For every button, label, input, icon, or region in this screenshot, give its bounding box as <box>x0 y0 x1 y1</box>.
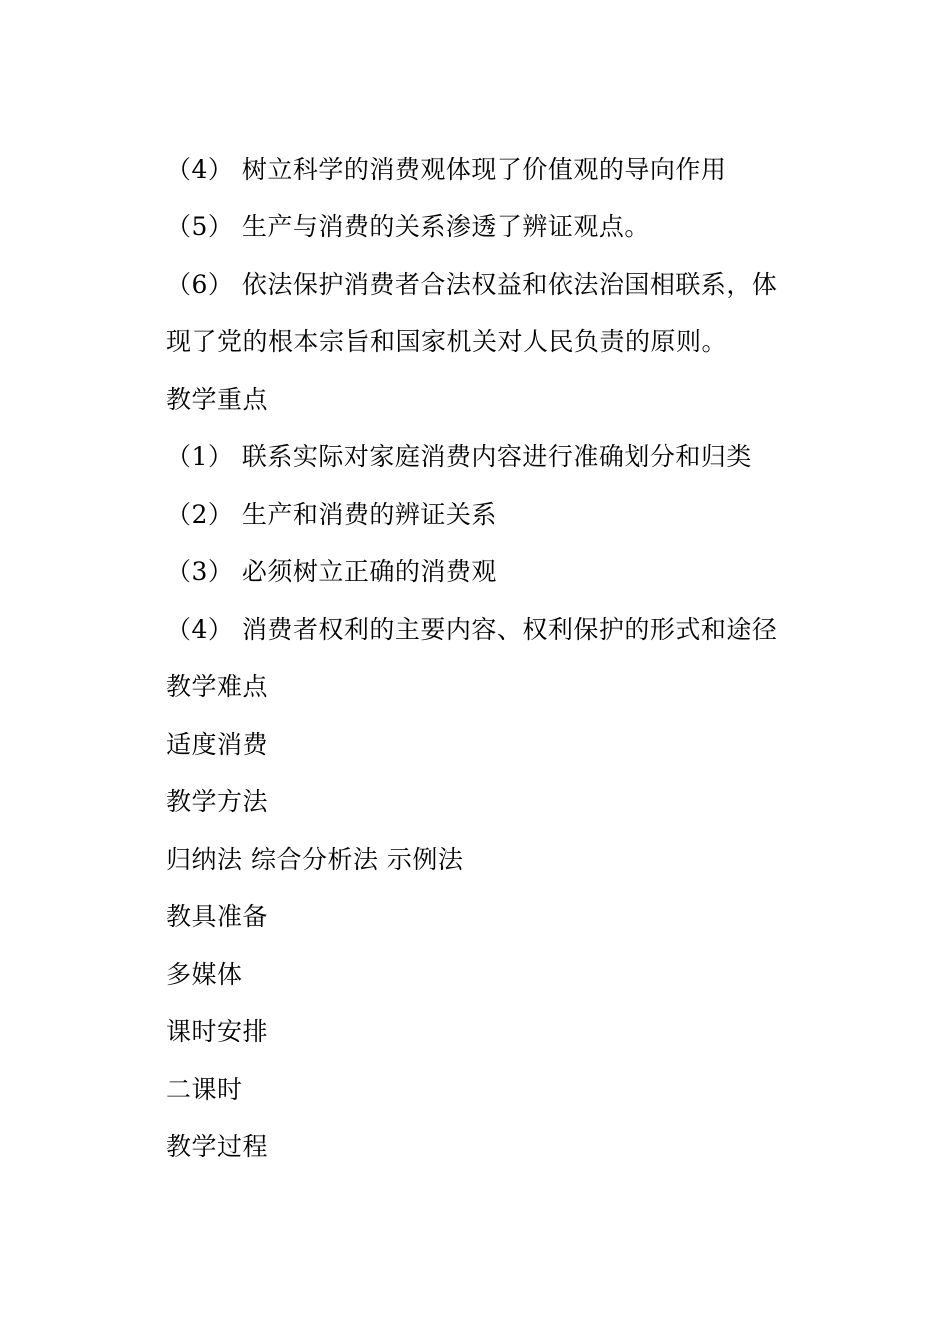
objective-item-6-continued: 现了党的根本宗旨和国家机关对人民负责的原则。 <box>166 327 728 356</box>
heading-teaching-method: 教学方法 <box>166 787 269 816</box>
focus-item-2: （2） 生产和消费的辨证关系 <box>166 500 497 529</box>
heading-teaching-process: 教学过程 <box>166 1132 269 1161</box>
schedule-text: 二课时 <box>166 1075 243 1104</box>
heading-teaching-aids: 教具准备 <box>166 902 269 931</box>
heading-schedule: 课时安排 <box>166 1017 269 1046</box>
objective-item-6: （6） 依法保护消费者合法权益和依法治国相联系，体 <box>166 270 778 299</box>
focus-item-1: （1） 联系实际对家庭消费内容进行准确划分和归类 <box>166 442 752 471</box>
objective-item-5: （5） 生产与消费的关系渗透了辨证观点。 <box>166 212 650 241</box>
method-text: 归纳法 综合分析法 示例法 <box>166 845 464 874</box>
heading-teaching-difficulty: 教学难点 <box>166 672 269 701</box>
difficulty-text: 适度消费 <box>166 730 269 759</box>
focus-item-4: （4） 消费者权利的主要内容、权利保护的形式和途径 <box>166 615 778 644</box>
aids-text: 多媒体 <box>166 960 243 989</box>
heading-teaching-focus: 教学重点 <box>166 385 269 414</box>
focus-item-3: （3） 必须树立正确的消费观 <box>166 557 497 586</box>
objective-item-4: （4） 树立科学的消费观体现了价值观的导向作用 <box>166 155 727 184</box>
